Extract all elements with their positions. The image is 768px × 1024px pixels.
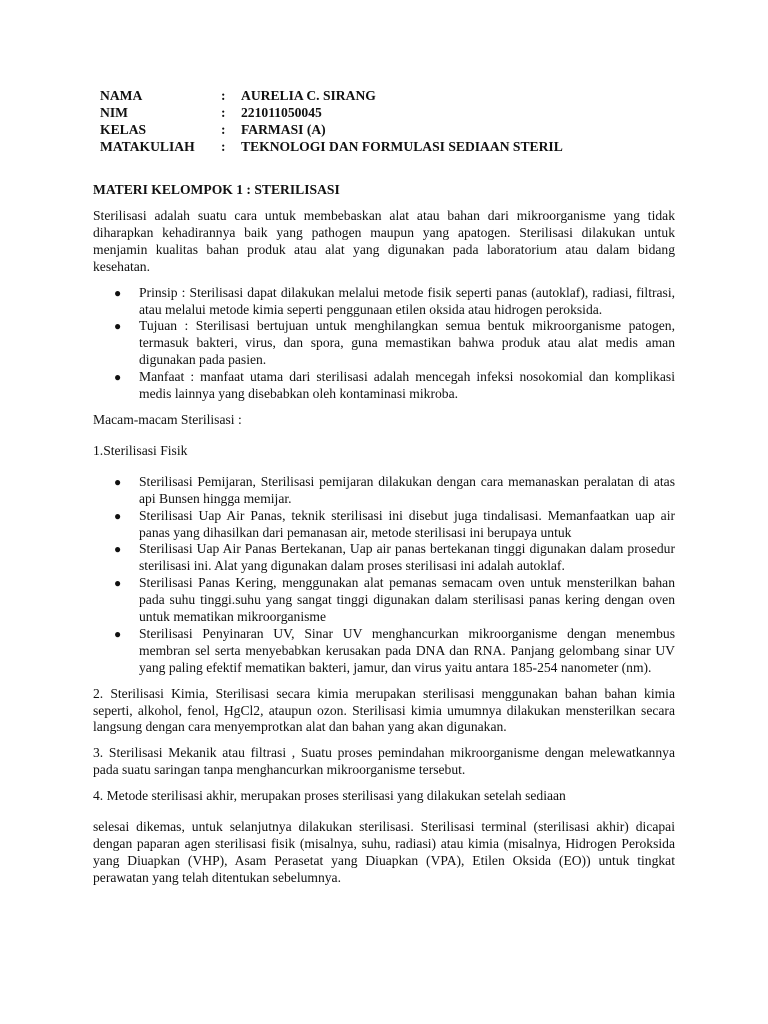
bullet-icon: ●	[114, 319, 122, 334]
list-item	[93, 626, 675, 677]
list-item-text: Sterilisasi Panas Kering, menggunakan alat pemanas semacam oven untuk mensterilkan bahan pada suhu tinggi.suhu yang sangat tinggi digunakan dalam sterilisasi panas kering dengan oven untuk mematikan mikroorganisme	[139, 575, 675, 625]
info-value: AURELIA C. SIRANG	[241, 88, 376, 103]
info-label: MATAKULIAH	[100, 139, 195, 154]
paragraph-mekanik: 3. Sterilisasi Mekanik atau filtrasi , Suatu proses pemindahan mikroorganisme dengan melewatkannya pada suatu saringan tanpa menghancurkan mikroorganisme tersebut.	[93, 745, 675, 778]
list-item	[93, 541, 675, 575]
bullet-icon: ●	[114, 626, 122, 641]
bullet-icon: ●	[114, 474, 122, 489]
student-info-table	[100, 87, 563, 155]
info-row-kelas	[100, 121, 563, 138]
bullet-icon: ●	[114, 370, 122, 385]
paragraph-akhir: selesai dikemas, untuk selanjutnya dilakukan sterilisasi. Sterilisasi terminal (sterilisasi akhir) dicapai dengan paparan agen sterilisasi fisik (misalnya, suhu, radiasi) atau kimia (misalnya, Hidrogen Peroksida yang Diuapkan (VHP), Asam Perasetat yang Diuapkan (VPA), Etilen Oksida (EO)) untuk tingkat perawatan yang telah ditentukan sebelumnya.	[93, 819, 675, 885]
info-row-nim	[100, 104, 563, 121]
document-title: MATERI KELOMPOK 1 : STERILISASI	[93, 182, 340, 197]
principle-list	[93, 285, 675, 403]
bullet-icon: ●	[114, 285, 122, 300]
info-value: 221011050045	[241, 105, 322, 120]
list-item-text: Prinsip : Sterilisasi dapat dilakukan melalui metode fisik seperti panas (autoklaf), radiasi, filtrasi, atau melalui metode kimia seperti penggunaan etilen oksida atau hidrogen peroksida.	[139, 284, 675, 317]
document-body	[93, 181, 675, 896]
info-row-nama	[100, 87, 563, 104]
list-item-text: Tujuan : Sterilisasi bertujuan untuk menghilangkan semua bentuk mikroorganisme patogen, termasuk bakteri, virus, dan spora, guna memastikan bahwa produk atau alat medis aman digunakan pada pasien.	[139, 318, 675, 368]
info-label: NAMA	[100, 88, 143, 103]
list-item	[93, 285, 675, 319]
intro-paragraph: Sterilisasi adalah suatu cara untuk membebaskan alat atau bahan dari mikroorganisme yang tidak diharapkan kehadirannya baik yang pathogen maupun yang apatogen. Sterilisasi dilakukan untuk menjamin kualitas bahan produk atau alat yang digunakan pada laboratorium atau dalam bidang kesehatan.	[93, 208, 675, 274]
bullet-icon: ●	[114, 576, 122, 591]
list-item	[93, 508, 675, 542]
paragraph-kimia: 2. Sterilisasi Kimia, Sterilisasi secara kimia merupakan sterilisasi menggunakan bahan bahan kimia seperti, alkohol, fenol, HgCl2, ataupun ozon. Sterilisasi kimia umumnya dilakukan mensterilkan secara langsung dengan cara menyemprotkan alat dan bahan yang akan digunakan.	[93, 685, 675, 735]
list-item-text: Sterilisasi Uap Air Panas Bertekanan, Uap air panas bertekanan tinggi digunakan dalam prosedur sterilisasi ini. Alat yang digunakan dalam proses sterilisasi ini adalah autoklaf.	[139, 541, 675, 574]
section-heading: 1.Sterilisasi Fisik	[93, 442, 188, 458]
info-separator: :	[221, 105, 226, 120]
list-item	[93, 474, 675, 508]
info-label: NIM	[100, 105, 128, 120]
info-separator: :	[221, 88, 226, 103]
section-heading: Macam-macam Sterilisasi :	[93, 411, 242, 427]
list-item	[93, 369, 675, 403]
paragraph-akhir-intro: 4. Metode sterilisasi akhir, merupakan proses sterilisasi yang dilakukan setelah sediaan	[93, 788, 566, 804]
info-label: KELAS	[100, 122, 147, 137]
info-row-matakuliah	[100, 138, 563, 155]
list-item-text: Sterilisasi Penyinaran UV, Sinar UV menghancurkan mikroorganisme dengan menembus membran sel serta menyebabkan kerusakan pada DNA dan RNA. Panjang gelombang sinar UV yang paling efektif mematikan bakteri, jamur, dan virus yaitu antara 185-254 nanometer (nm).	[139, 625, 675, 675]
bullet-icon: ●	[114, 542, 122, 557]
info-value: FARMASI (A)	[241, 122, 326, 137]
info-value: TEKNOLOGI DAN FORMULASI SEDIAAN STERIL	[241, 139, 563, 154]
list-item-text: Manfaat : manfaat utama dari sterilisasi adalah mencegah infeksi nosokomial dan komplikasi medis lainnya yang disebabkan oleh kontaminasi mikroba.	[139, 369, 675, 402]
list-item-text: Sterilisasi Uap Air Panas, teknik sterilisasi ini disebut juga tindalisasi. Memanfaatkan uap air panas yang dihasilkan dari pemanasan air, metode sterilisasi ini berupaya untuk	[139, 507, 675, 540]
info-separator: :	[221, 122, 226, 137]
list-item	[93, 575, 675, 626]
list-item-text: Sterilisasi Pemijaran, Sterilisasi pemijaran dilakukan dengan cara memanaskan peralatan di atas api Bunsen hingga memijar.	[139, 473, 675, 506]
info-separator: :	[221, 139, 226, 154]
physical-sterilization-list	[93, 474, 675, 677]
list-item	[93, 318, 675, 369]
bullet-icon: ●	[114, 508, 122, 523]
